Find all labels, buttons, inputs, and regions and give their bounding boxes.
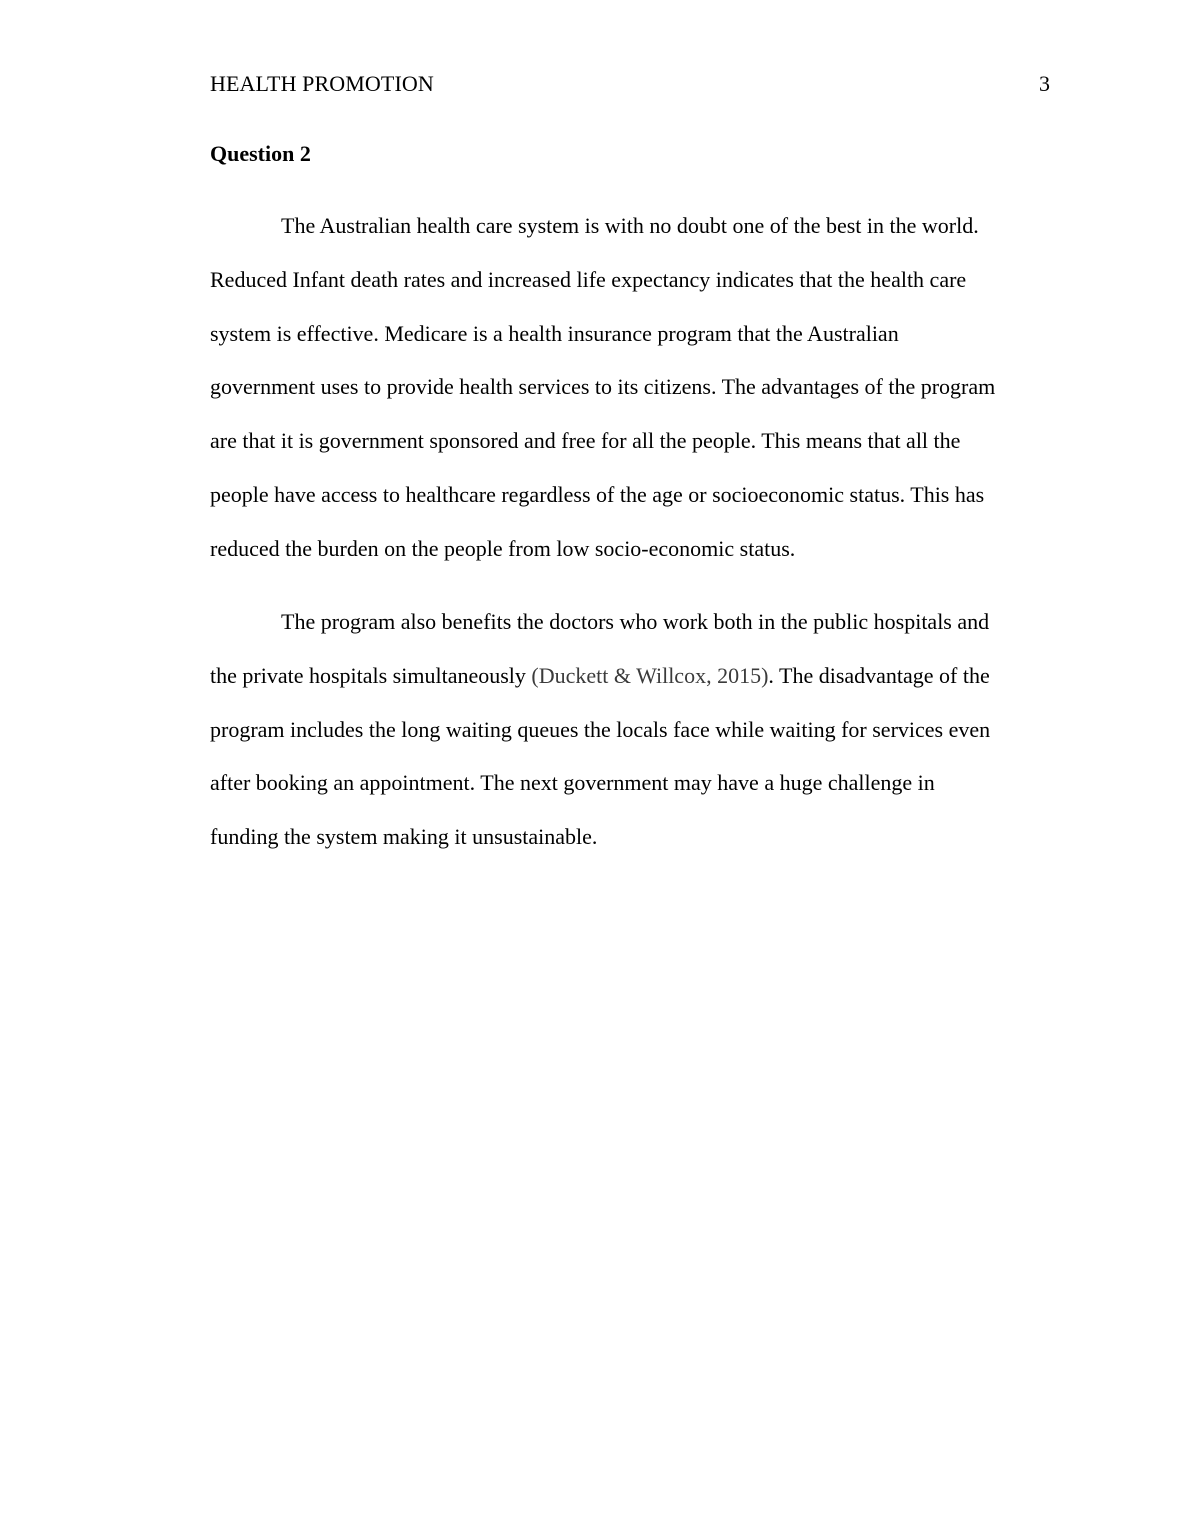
paragraph-text: the private hospitals simultaneously xyxy=(210,662,532,688)
paragraph-line: The program also benefits the doctors who work both in the public hospitals and xyxy=(281,609,990,634)
paragraph-line: Reduced Infant death rates and increased life expectancy indicates that the health care xyxy=(210,266,967,292)
section-heading: Question 2 xyxy=(210,141,311,166)
paragraph-line: reduced the burden on the people from low socio-economic status. xyxy=(210,535,796,561)
paragraph-line-with-citation xyxy=(210,649,1050,703)
paragraph-line: are that it is government sponsored and free for all the people. This means that all the xyxy=(210,428,961,454)
citation: (Duckett & Willcox, 2015) xyxy=(531,662,769,688)
running-head: HEALTH PROMOTION xyxy=(210,71,434,96)
paragraph-line: The Australian health care system is with no doubt one of the best in the world. xyxy=(281,213,979,238)
paragraph-line: funding the system making it unsustainable. xyxy=(210,824,598,850)
paragraph-line: people have access to healthcare regardless of the age or socioeconomic status. This has xyxy=(210,481,985,507)
paragraph-line: after booking an appointment. The next government may have a huge challenge in xyxy=(210,770,935,796)
paragraph-1 xyxy=(210,199,1050,576)
page-number: 3 xyxy=(1039,71,1050,96)
paragraph-line: program includes the long waiting queues the locals face while waiting for services even xyxy=(210,716,991,742)
paragraph-2 xyxy=(210,595,1050,864)
paragraph-line: system is effective. Medicare is a health insurance program that the Australian xyxy=(210,320,899,346)
paragraph-text: . The disadvantage of the xyxy=(768,662,990,688)
paragraph-line: government uses to provide health services to its citizens. The advantages of the program xyxy=(210,374,996,400)
